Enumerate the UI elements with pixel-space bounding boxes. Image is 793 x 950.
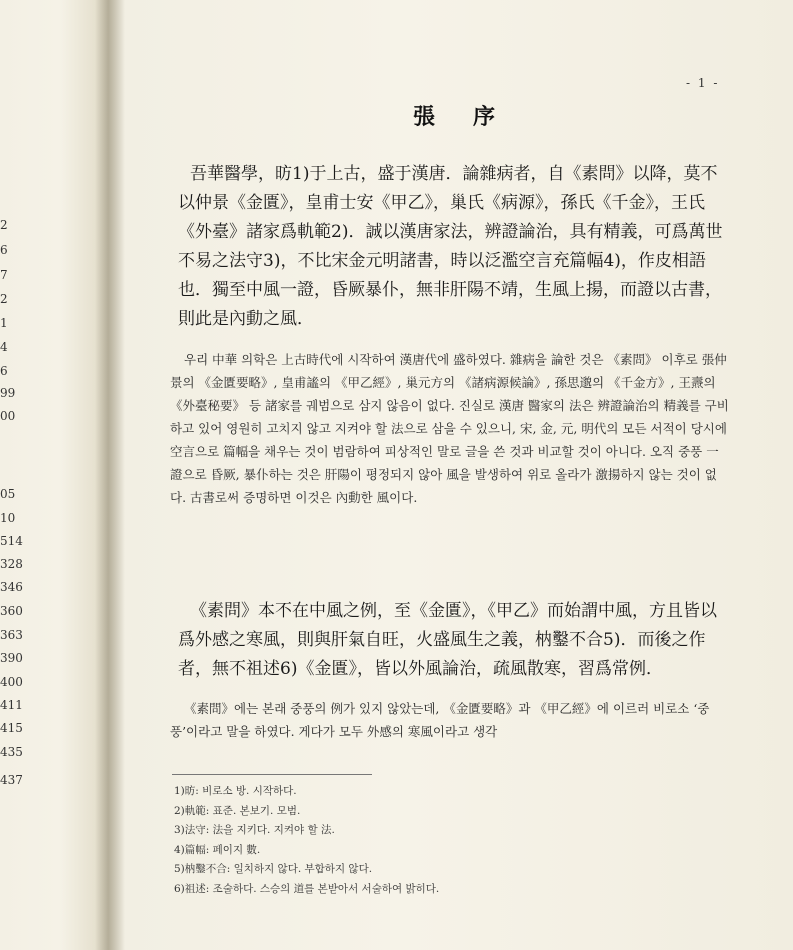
page-number: - 1 - [686, 76, 720, 90]
left-page-number: 6 [0, 243, 8, 257]
left-page-number: 400 [0, 675, 23, 689]
left-page-number: 7 [0, 268, 8, 282]
left-page-number: 10 [0, 511, 16, 525]
left-page-number: 00 [0, 409, 16, 423]
right-page [128, 0, 793, 950]
left-page-number: 360 [0, 604, 23, 618]
left-page-number: 346 [0, 580, 23, 594]
left-page-number: 99 [0, 386, 16, 400]
left-page-number: 2 [0, 292, 8, 306]
left-page-number: 437 [0, 773, 23, 787]
left-page-number: 05 [0, 487, 16, 501]
footnote: 3)法守: 法을 지키다. 지켜야 할 法. [174, 824, 335, 836]
korean-translation-paragraph: 《素問》에는 본래 중풍의 例가 있지 않았는데, 《金匱要略》과 《甲乙經》에 이르러 비로소 ‘중풍’이라고 말을 하였다. 게다가 모두 外感의 寒風이라고 생각 [170, 701, 710, 739]
left-page-number: 4 [0, 340, 8, 354]
classical-chinese-paragraph: 吾華醫學，昉1)于上古，盛于漢唐．論雜病者，自《素問》以降，莫不以仲景《金匱》，皇甫士安《甲乙》，巢氏《病源》，孫氏《千金》，王氏《外臺》諸家爲軌範2)．誠以漢唐家法，辨證論治，具有精義，可爲萬世不易之法守3)，不比宋金元明諸書，時以泛濫空言充篇幅4)，作皮相語也．獨至中風一證，昏厥暴仆，無非肝陽不靖，生風上揚，而證以古書，則此是內動之風． [178, 164, 723, 329]
left-page-number: 328 [0, 557, 23, 571]
left-page-number: 435 [0, 745, 23, 759]
footnote: 5)枘鑿不合: 일치하지 않다. 부합하지 않다. [174, 863, 373, 875]
left-page-number: 1 [0, 316, 8, 330]
left-page-number: 2 [0, 218, 8, 232]
footnote: 1)昉: 비로소 방. 시작하다. [174, 785, 297, 797]
page-title: 張序 [413, 104, 534, 130]
left-page-number: 415 [0, 721, 23, 735]
footnotes [174, 782, 734, 899]
classical-chinese-paragraph: 《素問》本不在中風之例，至《金匱》，《甲乙》而始謂中風，方且皆以爲外感之寒風，則與肝氣自旺，火盛風生之義，枘鑿不合5)．而後之作者，無不祖述6)《金匱》，皆以外風論治，疏風散寒，習爲常例． [178, 601, 717, 679]
footnote: 4)篇幅: 페이지 數. [174, 843, 261, 856]
left-page-number: 411 [0, 698, 23, 712]
book-spine-shadow [95, 0, 125, 950]
korean-translation-paragraph: 우리 中華 의학은 上古時代에 시작하여 漢唐代에 盛하였다. 雜病을 論한 것은 《素問》 이후로 張仲景의 《金匱要略》, 皇甫謐의 《甲乙經》, 巢元方의 《諸病源候論》, 孫思邈의 《千金方》, 王燾의 《外臺秘要》 등 諸家를 궤범으로 삼지 않음이 없다. 진실로 漢唐 醫家의 法은 辨證論治의 精義를 구비하고 있어 영원히 고치지 않고 지켜야 할 法으로 삼을 수 있으니, 宋, 金, 元, 明代의 모든 서적이 당시에 空言으로 篇幅을 채우는 것이 범람하여 피상적인 말로 글을 쓴 것과 비교할 것이 아니다. 오직 중풍 一證으로 昏厥, 暴仆하는 것은 肝陽이 평정되지 않아 風을 발생하여 위로 올라가 激揚하지 않는 것이 없다. 古書로써 증명하면 이것은 內動한 風이다. [170, 352, 729, 505]
footnote: 6)祖述: 조술하다. 스승의 道를 본받아서 서술하여 밝히다. [174, 882, 440, 895]
footnote: 2)軌範: 표준. 본보기. 모범. [174, 804, 301, 817]
left-page-number: 514 [0, 534, 23, 548]
left-page-number: 390 [0, 651, 23, 665]
left-page-number: 363 [0, 628, 23, 642]
left-page-margin [0, 0, 100, 950]
left-page-number: 6 [0, 364, 8, 378]
footnote-divider [172, 774, 372, 775]
